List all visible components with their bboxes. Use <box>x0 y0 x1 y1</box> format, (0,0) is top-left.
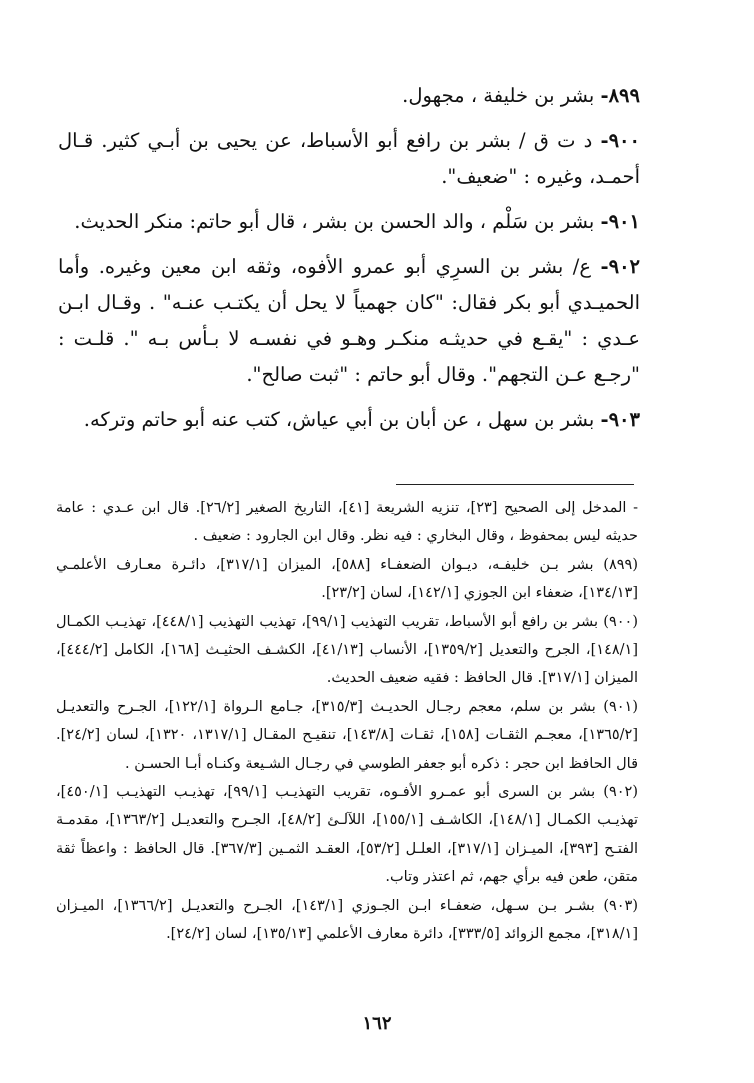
footnote-continued: - المدخل إلى الصحيح [٢٣]، تنزيه الشريعة [٤١]، التاريخ الصغير [٢٦/٢]. قال ابن عـدي : عامة حديثه ليس بمحفوظ ، وقال البخاري : فيه نظر. وقال ابن الجارود : ضعيف . <box>56 500 639 545</box>
entry-text: بشر بن خليفة ، مجهول. <box>402 84 595 107</box>
entry-903 <box>58 402 640 438</box>
footnote-901: (٩٠١) بشر بن سلم، معجم رجـال الحديـث [٣١٥/٣]، جـامع الـرواة [١٢٢/١]، الجـرح والتعديـل [١٣٦٥/٢]، معجـم الثقـات [١٥٨]، ثقـات [١٤٣/٨]، تنقيـح المقـال [١٣١٧/١، ١٣٢٠]، لسان [٢٤/٢]. قال الحافظ ابن حجر : ذكره أبو جعفر الطوسي في رجـال الشـيعة وكنـاه أبـا الحسـن . <box>56 698 639 772</box>
footnote-900: (٩٠٠) بشر بن رافع أبو الأسباط، تقريب التهذيب [٩٩/١]، تهذيب التهذيب [٤٤٨/١]، تهذيـب الكمـال [١٤٨/١]، الجرح والتعديل [١٣٥٩/٢]، الأنساب [٤١/١٣]، الكشـف الحثيـث [١٦٨]، الكامل [٤٤٤/٢]، الميزان [٣١٧/١]. قال الحافظ : فقيه ضعيف الحديث. <box>56 613 638 687</box>
entry-text: د ت ق / بشر بن رافع أبو الأسباط، عن يحيى بن أبـي كثير. قـال أحمـد، وغيره : "ضعيف". <box>58 129 640 188</box>
entry-number: ٩٠١- <box>600 210 640 233</box>
entry-900 <box>58 123 640 195</box>
entry-number: ٩٠٣- <box>600 408 640 431</box>
entry-899 <box>58 78 640 114</box>
entry-901 <box>58 204 640 240</box>
entry-902 <box>58 249 640 393</box>
entry-text: ع/ بشر بن السرِي أبو عمرو الأفوه، وثقه ابن معين وغيره. وأما الحميـدي أبو بكر فقال: "كان جهمياً لا يحل أن يكتـب عنـه" . وقـال ابـن عـدي : "يقـع في حديثـه منكـر وهـو في نفسـه لا بـأس بـه ". قلـت : "رجـع عـن التجهم". وقال أبو حاتم : "ثبت صالح". <box>58 255 640 386</box>
entry-text: بشر بن سَلْم ، والد الحسن بن بشر ، قال أبو حاتم: منكر الحديث. <box>74 210 595 233</box>
entry-number: ٨٩٩- <box>600 84 640 107</box>
page-number: ١٦٢ <box>362 1013 392 1034</box>
footnote-899: (٨٩٩) بشر بـن خليفـه، ديـوان الضعفـاء [٥٨٨]، الميزان [٣١٧/١]، دائـرة معـارف الأعلمـي [١٣٤/١٣]، ضعفاء ابن الجوزي [١٤٢/١]، لسان [٢٣/٢]. <box>56 556 638 602</box>
footnotes <box>56 494 638 949</box>
footnote-divider <box>396 484 634 485</box>
main-text <box>58 78 640 438</box>
entry-number: ٩٠٢- <box>600 255 641 278</box>
entry-number: ٩٠٠- <box>600 129 640 152</box>
footnote-903: (٩٠٣) بشـر بـن سـهل، ضعفـاء ابـن الجـوزي [١٤٣/١]، الجـرح والتعديـل [١٣٦٦/٢]، الميـزان [٣١٨/١]، مجمع الزوائد [٣٣٣/٥]، دائرة معارف الأعلمي [١٣٥/١٣]، لسان [٢٤/٢]. <box>56 897 639 943</box>
footnote-902: (٩٠٢) بشر بن السرى أبو عمـرو الأفـوه، تقريب التهذيـب [٩٩/١]، تهذيـب التهذيـب [٤٥٠/١]، تهذيـب الكمـال [١٤٨/١]، الكاشـف [١٥٥/١]، اللآلـئ [٤٨/٢]، الجـرح والتعديـل [١٣٦٣/٢]، مقدمـة الفتـح [٣٩٣]، الميـزان [٣١٧/١]، العلـل [٥٣/٢]، العقـد الثمـين [٣٦٧/٣]. قال الحافظ : واعظاً ثقة متقن، طعن فيه برأي جهم، ثم اعتذر وتاب. <box>56 784 639 886</box>
entry-text: بشر بن سهل ، عن أبان بن أبي عياش، كتب عنه أبو حاتم وتركه. <box>83 408 595 431</box>
